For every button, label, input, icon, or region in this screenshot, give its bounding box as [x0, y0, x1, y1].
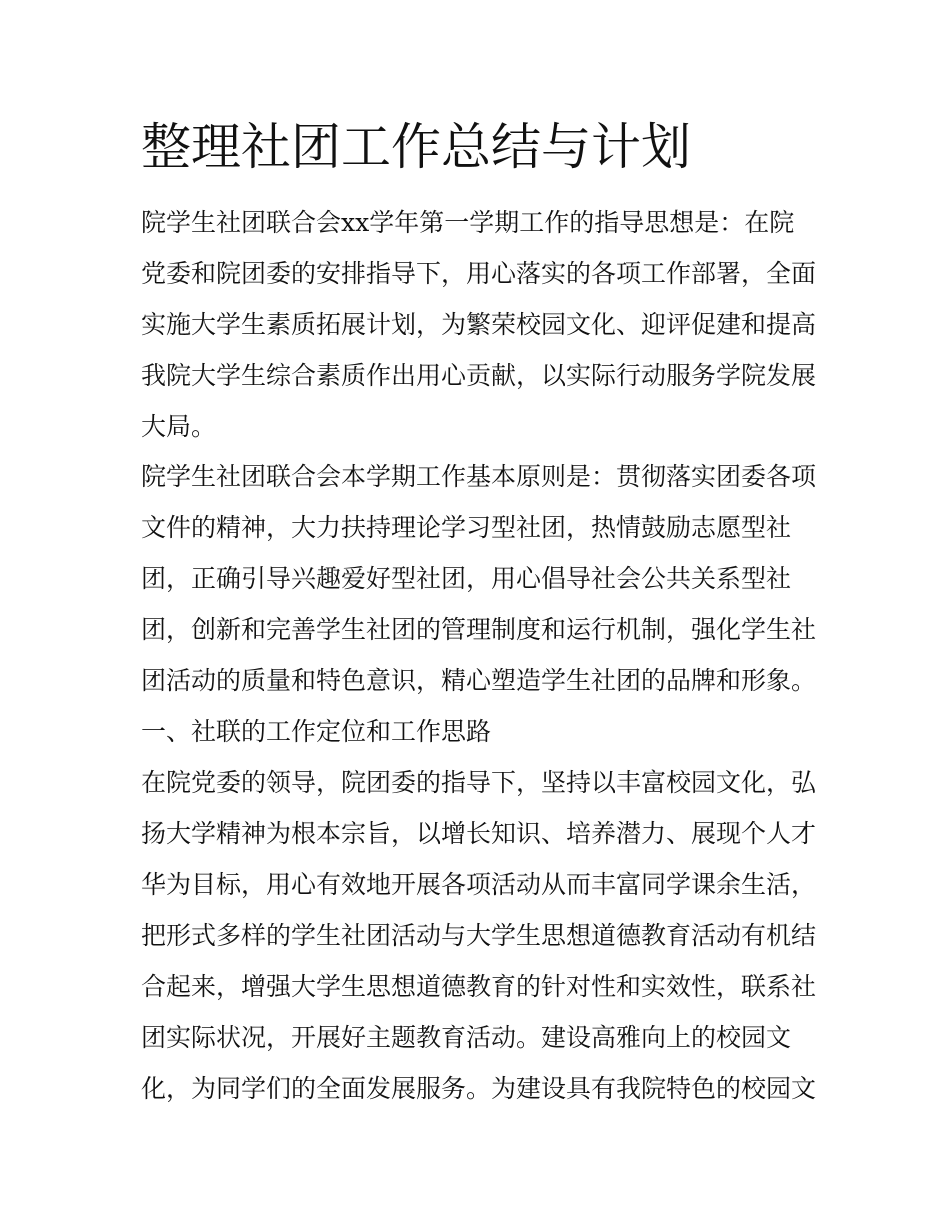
section-heading: 一、社联的工作定位和工作思路	[141, 717, 492, 746]
body-line: 团，创新和完善学生社团的管理制度和运行机制，强化学生社	[141, 615, 817, 644]
body-line: 团，正确引导兴趣爱好型社团，用心倡导社会公共关系型社	[141, 564, 792, 593]
document-title: 整理社团工作总结与计划	[141, 118, 691, 176]
body-line: 院学生社团联合会xx学年第一学期工作的指导思想是：在院	[141, 208, 795, 237]
body-line: 团实际状况，开展好主题教育活动。建设高雅向上的校园文	[141, 1023, 792, 1052]
body-line: 我院大学生综合素质作出用心贡献，以实际行动服务学院发展	[141, 361, 817, 390]
body-line: 党委和院团委的安排指导下，用心落实的各项工作部署，全面	[141, 259, 817, 288]
body-line: 实施大学生素质拓展计划，为繁荣校园文化、迎评促建和提高	[141, 310, 817, 339]
body-line: 把形式多样的学生社团活动与大学生思想道德教育活动有机结	[141, 921, 817, 950]
body-line: 院学生社团联合会本学期工作基本原则是：贯彻落实团委各项	[141, 462, 817, 491]
body-line: 团活动的质量和特色意识，精心塑造学生社团的品牌和形象。	[141, 666, 817, 695]
body-line: 化，为同学们的全面发展服务。为建设具有我院特色的校园文	[141, 1074, 817, 1103]
body-line: 合起来，增强大学生思想道德教育的针对性和实效性，联系社	[141, 972, 817, 1001]
body-line: 华为目标，用心有效地开展各项活动从而丰富同学课余生活，	[141, 870, 817, 899]
body-line: 扬大学精神为根本宗旨，以增长知识、培养潜力、展现个人才	[141, 819, 817, 848]
body-line: 文件的精神，大力扶持理论学习型社团，热情鼓励志愿型社	[141, 513, 792, 542]
body-line: 大局。	[141, 412, 217, 441]
body-line: 在院党委的领导，院团委的指导下，坚持以丰富校园文化，弘	[141, 768, 817, 797]
